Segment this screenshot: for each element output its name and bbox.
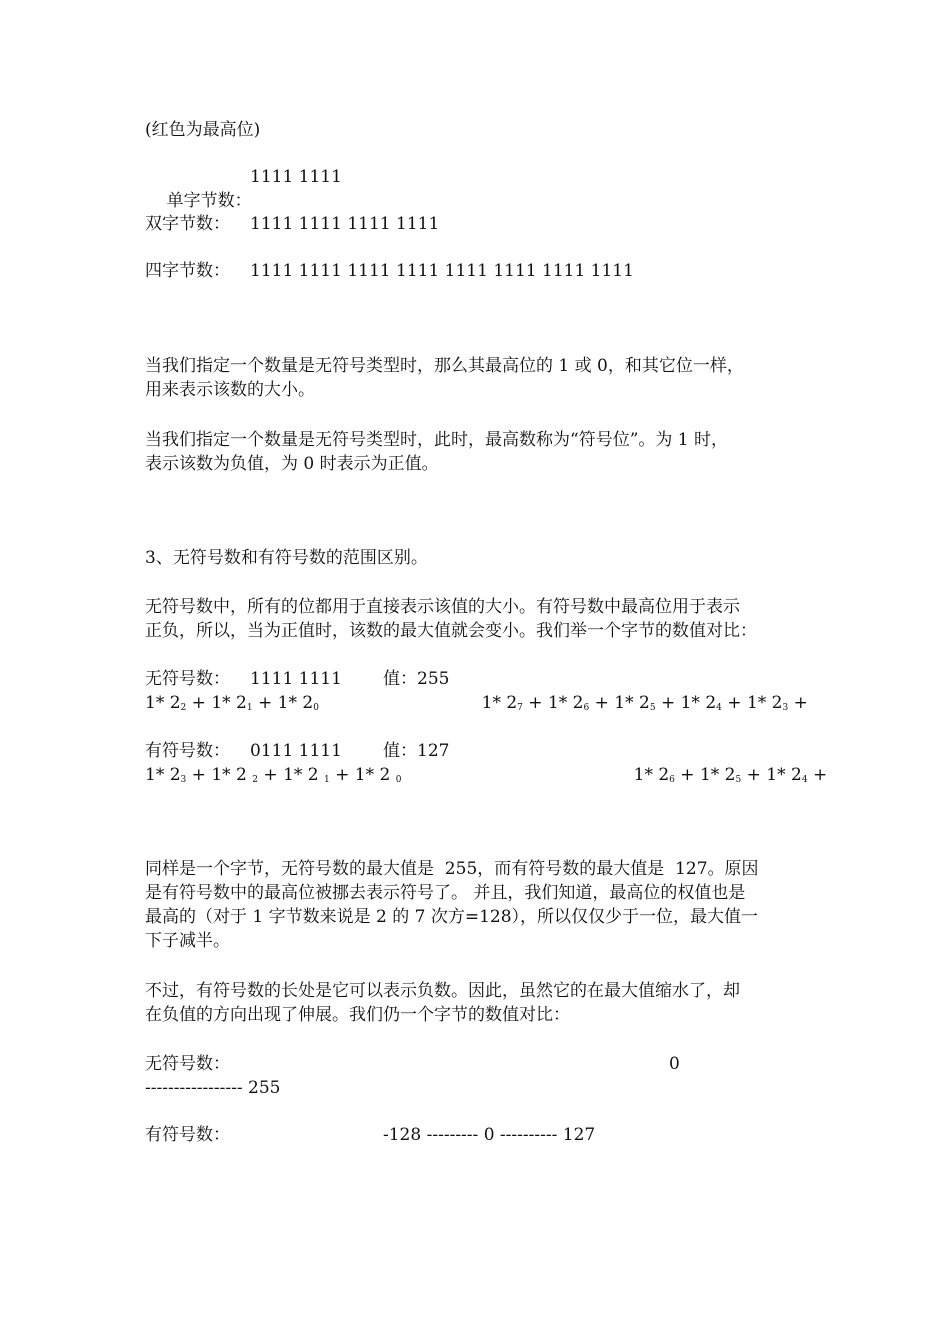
- signed-compare-bits: 0111 1111: [250, 741, 342, 761]
- signed-compare-label: 有符号数：: [145, 741, 230, 761]
- unsigned-para-line2: 用来表示该数的大小。: [145, 380, 315, 400]
- unsigned-range-start: 0: [669, 1054, 680, 1074]
- negative-para-line2: 在负值的方向出现了伸展。我们仍一个字节的数值对比：: [145, 1005, 570, 1025]
- signed-range-label: 有符号数：: [145, 1125, 230, 1145]
- single-byte-label: 单字节数：: [166, 191, 252, 211]
- unsigned-terms-line2: 1* 22 + 1* 21 + 1* 20: [145, 693, 319, 713]
- signed-terms-line2: 1* 23 + 1* 2 2 + 1* 2 1 + 1* 2 0: [145, 765, 402, 785]
- unsigned-compare-label: 无符号数：: [145, 669, 230, 689]
- unsigned-range-line2: ----------------- 255: [145, 1078, 281, 1098]
- intro-note: (红色为最高位): [145, 120, 261, 140]
- unsigned-terms-line1: 1* 27 + 1* 26 + 1* 25 + 1* 24 + 1* 23 +: [481, 693, 808, 713]
- max-para-line3: 最高的（对于 1 字节数来说是 2 的 7 次方=128），所以仅仅少于一位，最大值一: [145, 907, 759, 927]
- single-byte-value: 1111 1111: [250, 167, 342, 187]
- negative-para-line1: 不过，有符号数的长处是它可以表示负数。因此，虽然它的在最大值缩水了，却: [145, 981, 740, 1001]
- max-para-line2: 是有符号数中的最高位被挪去表示符号了。 并且，我们知道，最高位的权值也是: [145, 883, 746, 903]
- signed-compare-value: 值：127: [383, 741, 450, 761]
- double-byte-value: 1111 1111 1111 1111: [250, 214, 440, 234]
- section3-line2: 正负，所以，当为正值时，该数的最大值就会变小。我们举一个字节的数值对比：: [145, 621, 757, 641]
- double-byte-label: 双字节数：: [145, 214, 230, 234]
- unsigned-compare-value: 值：255: [383, 669, 450, 689]
- signed-range-values: -128 --------- 0 ---------- 127: [383, 1125, 596, 1145]
- signed-para-line2: 表示该数为负值，为 0 时表示为正值。: [145, 454, 439, 474]
- quad-byte-value: 1111 1111 1111 1111 1111 1111 1111 1111: [250, 261, 634, 281]
- signed-para-line1: 当我们指定一个数量是无符号类型时，此时，最高数称为“符号位”。为 1 时，: [145, 430, 729, 450]
- unsigned-para-line1: 当我们指定一个数量是无符号类型时，那么其最高位的 1 或 0，和其它位一样，: [145, 356, 744, 376]
- signed-terms-line1: 1* 26 + 1* 25 + 1* 24 +: [633, 765, 828, 785]
- quad-byte-label: 四字节数：: [145, 261, 230, 281]
- section3-heading: 3、无符号数和有符号数的范围区别。: [145, 548, 428, 568]
- section3-line1: 无符号数中，所有的位都用于直接表示该值的大小。有符号数中最高位用于表示: [145, 597, 740, 617]
- max-para-line1: 同样是一个字节，无符号数的最大值是 255，而有符号数的最大值是 127。原因: [145, 859, 759, 879]
- max-para-line4: 下子减半。: [145, 931, 230, 951]
- unsigned-range-label: 无符号数：: [145, 1054, 230, 1074]
- unsigned-compare-bits: 1111 1111: [250, 669, 342, 689]
